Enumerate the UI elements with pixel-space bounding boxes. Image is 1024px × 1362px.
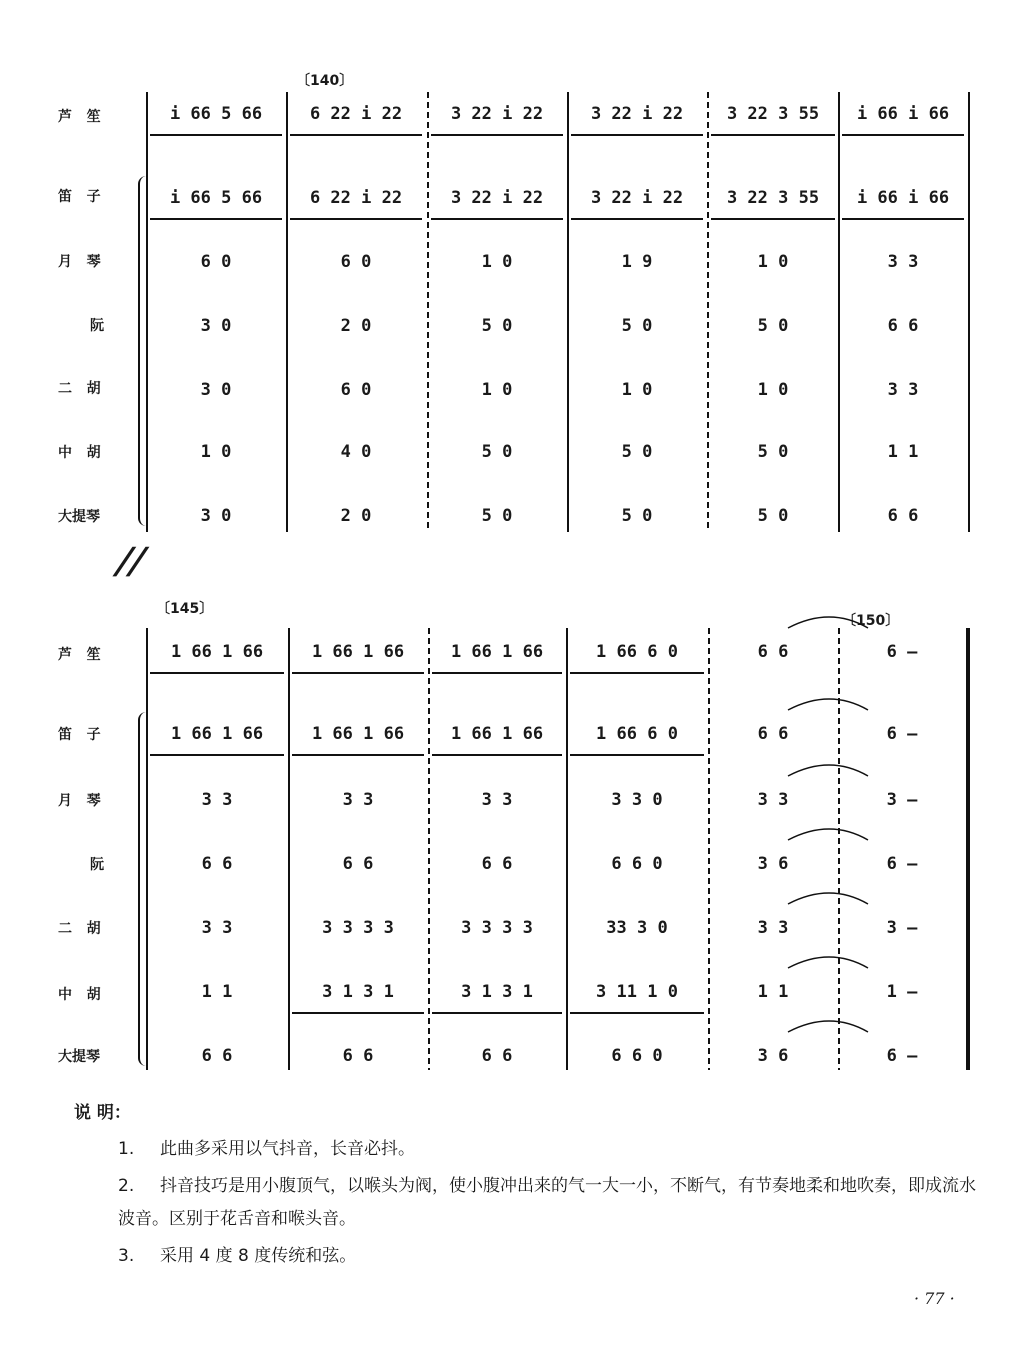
- measure: 3 1 3 1: [292, 972, 424, 1014]
- measure: 3 3: [342, 790, 374, 810]
- row-label: 二 胡: [58, 381, 101, 397]
- measure: 3 6: [757, 1046, 789, 1066]
- measure: 6 6: [757, 724, 789, 744]
- measure: 5 0: [757, 442, 789, 462]
- measure: 1 0: [621, 380, 653, 400]
- measure: 1 1: [887, 442, 919, 462]
- item-number: 1.: [118, 1139, 135, 1159]
- measure: 3 3: [481, 790, 513, 810]
- measure: i 66 5 66: [150, 178, 282, 220]
- measure: 1 66 1 66: [150, 714, 284, 756]
- measure: 6 0: [340, 380, 372, 400]
- measure: 3 0: [200, 316, 232, 336]
- measure: 3 3: [201, 918, 233, 938]
- measure: 3 22 i 22: [571, 94, 703, 136]
- measure: 1 66 1 66: [292, 632, 424, 674]
- measure: 2 0: [340, 316, 372, 336]
- measure: 6 6: [757, 642, 789, 662]
- measure: 5 0: [757, 316, 789, 336]
- measure: 6 6: [887, 316, 919, 336]
- measure: 6 22 i 22: [290, 94, 422, 136]
- measure: 5 0: [621, 442, 653, 462]
- row-label: 大提琴: [58, 509, 100, 525]
- measure: 6 6: [201, 854, 233, 874]
- measure: 1 66 6 0: [570, 714, 704, 756]
- measure: 6 –: [886, 642, 918, 662]
- row-label: 二 胡: [58, 921, 101, 937]
- item-number: 3.: [118, 1246, 135, 1266]
- measure: 1 0: [757, 380, 789, 400]
- measure: 6 –: [886, 854, 918, 874]
- measure: 1 0: [757, 252, 789, 272]
- measure: 6 6 0: [611, 1046, 663, 1066]
- row-label: 芦 笙: [58, 109, 101, 125]
- measure: 6 6: [342, 854, 374, 874]
- row-label: 大提琴: [58, 1049, 100, 1065]
- system-separator-mark: //: [110, 540, 152, 582]
- measure: 6 –: [886, 1046, 918, 1066]
- measure: 1 66 1 66: [432, 632, 562, 674]
- row-label: 阮: [90, 857, 104, 873]
- measure: 3 11 1 0: [570, 972, 704, 1014]
- measure: 6 0: [340, 252, 372, 272]
- measure: 1 66 1 66: [150, 632, 284, 674]
- measure: 3 6: [757, 854, 789, 874]
- measure: 3 22 3 55: [711, 94, 835, 136]
- row-label: 月 琴: [58, 254, 101, 270]
- measure-number-145: 〔145〕: [156, 601, 214, 617]
- row-label: 月 琴: [58, 793, 101, 809]
- measure: i 66 5 66: [150, 94, 282, 136]
- measure: 3 3: [757, 918, 789, 938]
- measure: 1 0: [481, 252, 513, 272]
- measure: 5 0: [621, 506, 653, 526]
- measure: 6 0: [200, 252, 232, 272]
- measure: 3 3 3 3: [461, 918, 533, 938]
- explanation-title: 说 明：: [74, 1103, 131, 1123]
- measure: 6 22 i 22: [290, 178, 422, 220]
- measure: i 66 i 66: [842, 94, 964, 136]
- measure: 2 0: [340, 506, 372, 526]
- measure: 5 0: [757, 506, 789, 526]
- measure: 5 0: [481, 316, 513, 336]
- item-text: 此曲多采用以气抖音，长音必抖。: [160, 1139, 415, 1159]
- measure: 5 0: [481, 442, 513, 462]
- measure: 3 3: [201, 790, 233, 810]
- measure: 5 0: [481, 506, 513, 526]
- row-label: 中 胡: [58, 445, 101, 461]
- row-label: 芦 笙: [58, 647, 101, 663]
- measure: 6 6: [481, 1046, 513, 1066]
- measure: 3 0: [200, 380, 232, 400]
- measure: 3 –: [886, 790, 918, 810]
- measure: 3 22 i 22: [431, 178, 563, 220]
- measure: 3 3: [757, 790, 789, 810]
- measure: 3 22 i 22: [571, 178, 703, 220]
- measure: 3 1 3 1: [432, 972, 562, 1014]
- measure: 6 –: [886, 724, 918, 744]
- explanation-item: [118, 1133, 988, 1166]
- measure: 3 22 i 22: [431, 94, 563, 136]
- measure: 1 66 1 66: [292, 714, 424, 756]
- row-label: 中 胡: [58, 987, 101, 1003]
- measure: 1 9: [621, 252, 653, 272]
- explanation-item: [118, 1170, 988, 1236]
- measure: 3 3 3 3: [322, 918, 394, 938]
- row-label: 笛 子: [58, 727, 101, 743]
- page-number: · 77 ·: [914, 1289, 955, 1308]
- measure-number-150: 〔150〕: [842, 613, 900, 629]
- measure: 6 6: [887, 506, 919, 526]
- measure: 3 3: [887, 380, 919, 400]
- measure: 3 3 0: [611, 790, 663, 810]
- row-label: 阮: [90, 318, 104, 334]
- measure: 1 66 1 66: [432, 714, 562, 756]
- measure: 6 6: [481, 854, 513, 874]
- measure: 6 6 0: [611, 854, 663, 874]
- explanation-item: [118, 1240, 988, 1273]
- measure: 1 1: [201, 982, 233, 1002]
- measure: 1 1: [757, 982, 789, 1002]
- measure: 3 –: [886, 918, 918, 938]
- item-text: 抖音技巧是用小腹顶气，以喉头为阀，使小腹冲出来的气一大一小，不断气，有节奏地柔和地吹奏，即成流水波音。区别于花舌音和喉头音。: [118, 1176, 976, 1229]
- measure: 6 6: [201, 1046, 233, 1066]
- item-number: 2.: [118, 1176, 135, 1196]
- measure: 1 66 6 0: [570, 632, 704, 674]
- measure: 6 6: [342, 1046, 374, 1066]
- row-label: 笛 子: [58, 189, 101, 205]
- measure: 5 0: [621, 316, 653, 336]
- measure: 3 3: [887, 252, 919, 272]
- measure: 3 22 3 55: [711, 178, 835, 220]
- measure: 3 0: [200, 506, 232, 526]
- measure: 33 3 0: [606, 918, 668, 938]
- measure-number-140: 〔140〕: [296, 73, 354, 89]
- measure: 1 0: [200, 442, 232, 462]
- measure: 4 0: [340, 442, 372, 462]
- measure: i 66 i 66: [842, 178, 964, 220]
- item-text: 采用 4 度 8 度传统和弦。: [160, 1246, 357, 1266]
- measure: 1 0: [481, 380, 513, 400]
- measure: 1 –: [886, 982, 918, 1002]
